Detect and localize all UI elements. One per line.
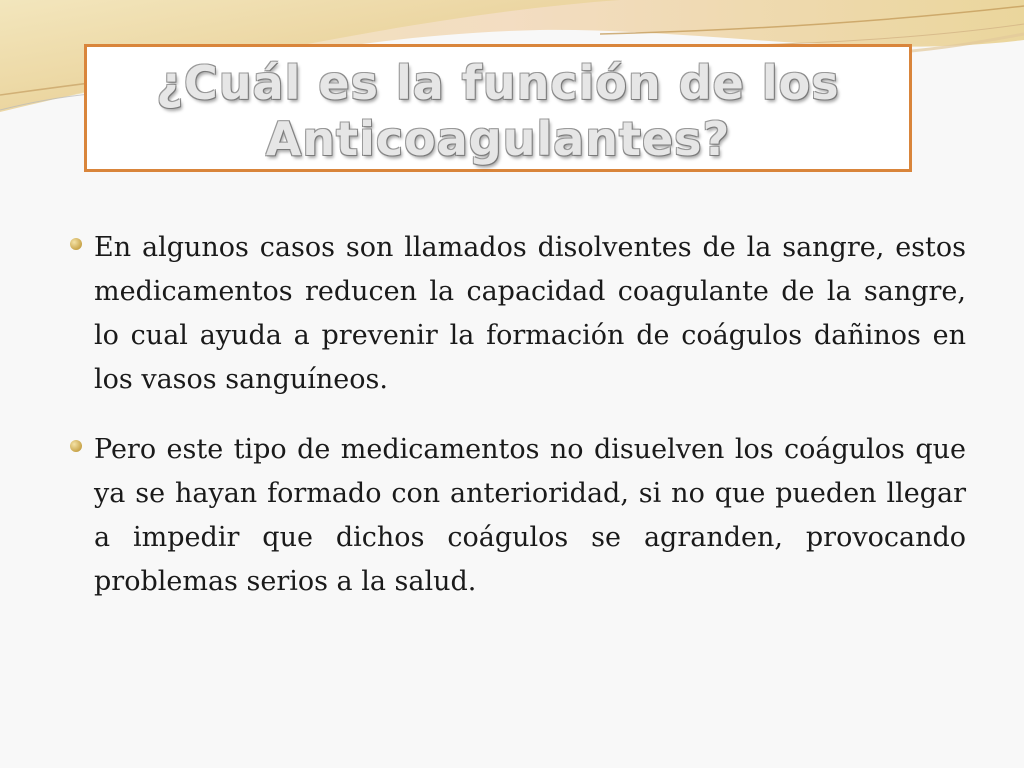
- bullet-dot-icon: [70, 238, 82, 250]
- title-line-1: ¿Cuál es la función de los: [156, 56, 840, 110]
- title-box: [84, 44, 912, 172]
- slide-title: [87, 55, 909, 167]
- bullet-text: En algunos casos son llamados disolventes de la sangre, estos medicamentos reducen la capacidad coagulante de la sangre, lo cual ayuda a prevenir la formación de coágulos dañinos en los vasos sanguíneos.: [94, 232, 966, 395]
- bullet-list: [70, 226, 966, 630]
- bullet-item: [70, 226, 966, 402]
- bullet-text: Pero este tipo de medicamentos no disuelven los coágulos que ya se hayan formado con anterioridad, si no que pueden llegar a impedir que dichos coágulos se agranden, provocando problemas serios a la salud.: [94, 434, 966, 597]
- title-line-2: Anticoagulantes?: [265, 112, 731, 166]
- bullet-dot-icon: [70, 440, 82, 452]
- bullet-item: [70, 428, 966, 604]
